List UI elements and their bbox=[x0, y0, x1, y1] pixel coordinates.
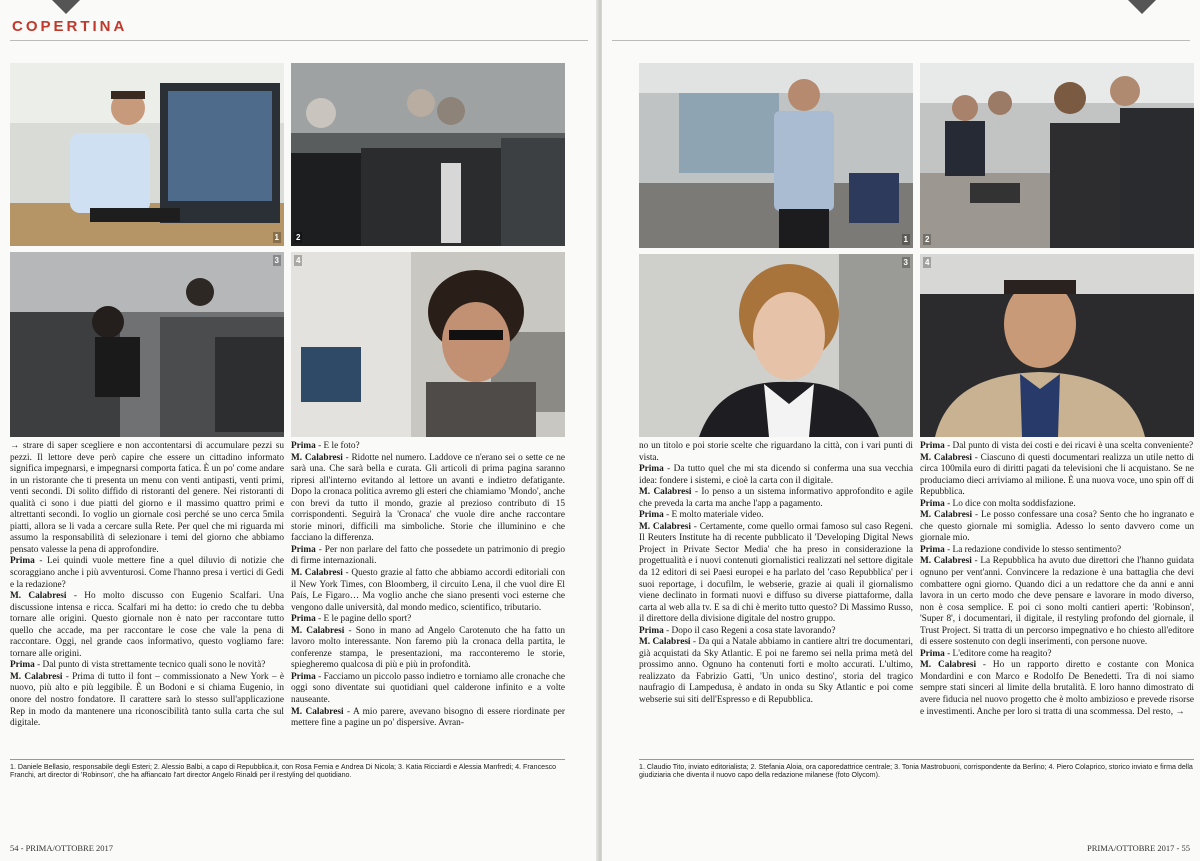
paragraph-text: - Prima di tutto il font – commissionato a New York – è nuovo, più alto e più leggibile. È un Bodoni e si chiama Eugenio, in onore del nostro fondatore. Il carattere sarà lo stesso sull'applicazione Rep in modo da mantenere una riconoscibilità tanto sulla carta che sul digitale. bbox=[10, 671, 284, 729]
photo-number: 1 bbox=[903, 235, 908, 244]
article-paragraph bbox=[291, 626, 565, 672]
speaker-label: Prima bbox=[10, 556, 35, 567]
photo-number: 1 bbox=[274, 233, 279, 242]
article-paragraph bbox=[291, 441, 565, 453]
article-paragraph bbox=[639, 637, 913, 706]
page-folio: PRIMA/OTTOBRE 2017 - 55 bbox=[1086, 843, 1190, 853]
right-page bbox=[602, 0, 1200, 861]
photo-number: 3 bbox=[274, 256, 279, 265]
paragraph-text: - Ridotte nel numero. Laddove ce n'erano sei o sette ce ne sarà una. Che sarà bella e curata. Gli articoli di prima pagina saranno ripresi all'interno evitando al lettore un avanti e indietro defatigante. Dopo la cronaca politica avremo gli esteri che chiamiamo 'Mondo', anche con brevi da tutto il mondo, grazie al prezioso contributo di 15 corrispondenti. Seguirà la 'Cronaca' che vuole dire anche raccontare storie minori, difficili ma simboliche. Storie che illuminino e che facciano la differenza. bbox=[291, 452, 565, 544]
speaker-label: Prima bbox=[639, 625, 664, 636]
article-paragraph bbox=[10, 672, 284, 730]
speaker-label: M. Calabresi bbox=[10, 671, 63, 682]
speaker-label: M. Calabresi bbox=[639, 521, 691, 532]
paragraph-text: - E molto materiale video. bbox=[663, 510, 764, 521]
article-paragraph bbox=[639, 464, 913, 487]
paragraph-text: - Da qui a Natale abbiamo in cantiere altri tre documentari, già acquistati da Sky Atlantic. E poi ne faremo sei nella prima metà del prossimo anno. Ognuno ha contenuti forti e molto accurati. L'ultimo, realizzato da Fabrizio Gatti, 'Un unico destino', storia del tragico naufragio di Lampedusa, è andato in onda su Sky Atlantic e poi come webserie sui siti dell'Espresso e di Repubblica. bbox=[639, 637, 913, 706]
paragraph-text: - Ho molto discusso con Eugenio Scalfari. Una discussione intensa e ricca. Scalfari mi ha detto: io credo che tu debba tornare alle origini. Questo giornale non è nato per raccontare tutto quello che accade, ma per raccontare le cose che vale la pena di raccontare. Oggi, nel grande caos informativo, questo vogliamo fare: tornare alle origini. bbox=[10, 591, 284, 659]
photo-caption: 1. Daniele Bellasio, responsabile degli Esteri; 2. Alessio Balbi, a capo di Repubblica.it, con Rosa Femia e Andrea Di Nicola; 3. Katia Ricciardi e Alessia Manfredi; 4. Francesco Franchi, art director di 'Robinson', che ha affiancato l'art director Angelo Rinaldi per il restyling del quotidiano. bbox=[10, 763, 557, 780]
article-paragraph bbox=[639, 487, 913, 510]
paragraph-text: - E le pagine dello sport? bbox=[315, 614, 412, 625]
speaker-label: Prima bbox=[291, 544, 316, 555]
speaker-label: Prima bbox=[639, 510, 664, 521]
caption-rule bbox=[639, 759, 1194, 760]
paragraph-text: → strare di saper scegliere e non accontentarsi di accumulare pezzi su pezzi. Il lettore deve però capire che essere un cittadino informato significa impegnarsi, e impegnarsi comporta fatica. È un po' come andare in un ristorante che ti presenta un menu con venti antipasti, venti primi, venti secondi. Di solito diffido di ristoranti del genere. Nei ristoranti di qualità ci sono i due piatti del giorno e il massimo quattro primi e altrettanti secondi. Io voglio un giornale così perché se uno cerca 5mila piatti, allora se li vada a cercare sulla Rete. Per quel che mi riguarda mi assumo la responsabilità di selezionare i temi del giorno che abbiamo pensato valesse la pena di approfondire. bbox=[10, 441, 284, 555]
paragraph-text: - Dopo il caso Regeni a cosa state lavorando? bbox=[663, 625, 836, 636]
speaker-label: Prima bbox=[291, 614, 316, 625]
paragraph-text: - Sono in mano ad Angelo Carotenuto che ha fatto un lavoro molto interessante. Non faremo più la cronaca della partita, le conferenze stampa, le presentazioni, ma racconteremo le storie, spiegheremo qualcosa di più e più in profondità. bbox=[291, 625, 565, 671]
page-tab-marker bbox=[1128, 0, 1156, 14]
paragraph-text: - Per non parlare del fatto che possedete un patrimonio di pregio di firme internazionali. bbox=[291, 544, 565, 567]
speaker-label: Prima bbox=[920, 648, 945, 659]
article-paragraph bbox=[920, 660, 1194, 718]
article-paragraph bbox=[291, 568, 565, 614]
photo-number: 2 bbox=[296, 233, 301, 242]
article-paragraph bbox=[920, 453, 1194, 499]
article-paragraph bbox=[291, 707, 565, 730]
header-rule bbox=[612, 40, 1190, 41]
article-paragraph bbox=[10, 556, 284, 591]
paragraph-text: no un titolo e poi storie scelte che riguardano la città, con i vari punti di vista. bbox=[639, 441, 913, 463]
article-paragraph bbox=[291, 545, 565, 568]
article-paragraph bbox=[920, 441, 1194, 453]
article-column-4 bbox=[920, 441, 1194, 718]
speaker-label: M. Calabresi bbox=[920, 510, 973, 521]
speaker-label: M. Calabresi bbox=[10, 591, 67, 602]
speaker-label: Prima bbox=[639, 464, 664, 475]
paragraph-text: - Dal punto di vista dei costi e dei ricavi è una scelta conveniente? bbox=[944, 441, 1194, 451]
speaker-label: M. Calabresi bbox=[920, 660, 977, 671]
speaker-label: M. Calabresi bbox=[920, 452, 972, 463]
paragraph-text: - Da tutto quel che mi sta dicendo si conferma una sua vecchia idea: fondere i sistemi, e cioè la carta con il digitale. bbox=[639, 464, 913, 486]
paragraph-text: - L'editore come ha reagito? bbox=[944, 648, 1052, 659]
section-rubric: COPERTINA bbox=[12, 18, 128, 35]
speaker-label: Prima bbox=[920, 441, 945, 451]
photo-balbi-team bbox=[291, 63, 565, 246]
speaker-label: Prima bbox=[920, 498, 945, 509]
photo-ricciardi-manfredi bbox=[10, 252, 284, 437]
paragraph-text: - Lei quindi vuole mettere fine a quel diluvio di notizie che scoraggiano anche i più avventurosi. Come l'hanno presa i vertici di Gedi e la redazione? bbox=[10, 556, 284, 590]
article-paragraph bbox=[639, 626, 913, 638]
caption-rule bbox=[10, 759, 565, 760]
article-paragraph bbox=[920, 649, 1194, 661]
article-paragraph bbox=[639, 441, 913, 464]
article-paragraph bbox=[920, 545, 1194, 557]
article-paragraph bbox=[920, 556, 1194, 648]
header-rule bbox=[10, 40, 588, 41]
speaker-label: Prima bbox=[291, 441, 316, 451]
photo-aloia-team bbox=[920, 63, 1194, 248]
speaker-label: Prima bbox=[291, 671, 316, 682]
article-paragraph bbox=[10, 591, 284, 660]
paragraph-text: - Io penso a un sistema informativo approfondito e agile che preveda la carta ma anche l'app a pagamento. bbox=[639, 487, 913, 509]
speaker-label: Prima bbox=[920, 544, 945, 555]
photo-mastrobuoni bbox=[639, 254, 913, 437]
left-page bbox=[0, 0, 598, 861]
photo-number: 3 bbox=[903, 258, 908, 267]
article-paragraph bbox=[291, 614, 565, 626]
speaker-label: M. Calabresi bbox=[291, 625, 345, 636]
article-paragraph bbox=[920, 499, 1194, 511]
speaker-label: M. Calabresi bbox=[639, 637, 691, 648]
photo-franchi bbox=[291, 252, 565, 437]
paragraph-text: - Ciascuno di questi documentari realizza un utile netto di circa 100mila euro di diritti pagati da televisioni che li acquistano. Se ne produciamo dieci arriviamo al milione. È una nuova voce, uno spin off di Repubblica. bbox=[920, 452, 1194, 498]
speaker-label: Prima bbox=[10, 660, 35, 671]
photo-number: 4 bbox=[296, 256, 301, 265]
article-paragraph bbox=[639, 522, 913, 626]
article-column-1 bbox=[10, 441, 284, 730]
paragraph-text: - Ho un rapporto diretto e costante con Monica Mondardini e con Marco e Rodolfo De Benedetti. Tra di noi siamo sempre stati sinceri al limite della brutalità. E loro hanno dimostrato di avere fiducia nel nuovo progetto che è molto ambizioso e prevede risorse e investimenti. Anche per loro si tratta di una scommessa. Del resto, → bbox=[920, 660, 1194, 717]
page-folio: 54 - PRIMA/OTTOBRE 2017 bbox=[10, 843, 114, 853]
article-column-2 bbox=[291, 441, 565, 730]
speaker-label: M. Calabresi bbox=[291, 706, 344, 717]
paragraph-text: - A mio parere, avevano bisogno di essere riordinate per mettere fine a pagine un po' dispersive. Avran- bbox=[291, 706, 565, 729]
photo-tito bbox=[639, 63, 913, 248]
speaker-label: M. Calabresi bbox=[291, 452, 343, 463]
page-tab-marker bbox=[52, 0, 80, 14]
paragraph-text: - Facciamo un piccolo passo indietro e torniamo alle cronache che oggi sono diventate sui quotidiani quel calderone infinito e a volte nauseante. bbox=[291, 671, 565, 706]
article-column-3 bbox=[639, 441, 913, 707]
paragraph-text: - La Repubblica ha avuto due direttori che l'hanno guidata ognuno per vent'anni. Convincere la redazione è una battaglia che devi combattere ogni giorno. Quando dici a un redattore che da anni e anni lavora in un certo modo che deve pensare e lavorare in modo diverso, non è cosa semplice. E poi ci sono molti cantieri aperti: 'Robinson', 'Super 8', i documentari, il digitale, il restyling profondo del giornale, il Trust Project. Si tratta di un percorso impegnativo e ho chiesto all'editore di essere sostenuto con degli inserimenti, con persone nuove. bbox=[920, 556, 1194, 648]
paragraph-text: - Dal punto di vista strettamente tecnico quali sono le novità? bbox=[34, 660, 266, 671]
article-paragraph bbox=[291, 672, 565, 707]
photo-number: 4 bbox=[925, 258, 930, 267]
photo-colaprico bbox=[920, 254, 1194, 437]
speaker-label: M. Calabresi bbox=[920, 556, 972, 567]
speaker-label: M. Calabresi bbox=[639, 487, 692, 498]
article-paragraph bbox=[291, 453, 565, 545]
paragraph-text: - La redazione condivide lo stesso sentimento? bbox=[944, 544, 1122, 555]
article-paragraph bbox=[920, 510, 1194, 545]
photo-number: 2 bbox=[925, 235, 930, 244]
paragraph-text: - Lo dice con molta soddisfazione. bbox=[944, 498, 1076, 509]
photo-bellasio bbox=[10, 63, 284, 246]
paragraph-text: - Questo grazie al fatto che abbiamo accordi editoriali con il New York Times, con Bloomberg, il circuito Lena, il che vuol dire El País, Le Figaro… Ma voglio anche che siano presenti voci esterne che vengono dalle università, dal mondo medico, scientifico, tributario. bbox=[291, 568, 565, 613]
paragraph-text: - Le posso confessare una cosa? Sento che ho ingranato e che questo giornale mi somiglia. Adesso lo sento davvero come un giornale mio. bbox=[920, 510, 1194, 544]
speaker-label: M. Calabresi bbox=[291, 568, 343, 579]
article-paragraph bbox=[10, 441, 284, 556]
article-paragraph bbox=[639, 510, 913, 522]
photo-caption: 1. Claudio Tito, inviato editorialista; 2. Stefania Aloia, ora caporedattrice centrale; 3. Tonia Mastrobuoni, corrispondente da Berlino; 4. Piero Colaprico, storico inviato e firma della giudiziaria che diventa il nuovo capo della redazione milanese (foto Olycom). bbox=[639, 763, 1193, 780]
paragraph-text: - E le foto? bbox=[315, 441, 360, 451]
article-paragraph bbox=[10, 660, 284, 672]
paragraph-text: - Certamente, come quello ormai famoso sul caso Regeni. Il Reuters Institute ha di recente pubblicato il 'Developing Digital News Project in Private Sector Media' che ha preso in considerazione la progettualità e i nuovi contenuti giornalistici realizzati nel settore digitale da 12 editori di sei Paesi europei e ha parlato del 'caso Repubblica' per i suoi reportage, i docufilm, le webserie, grazie ai quali il giornalismo viene declinato in formati nuovi e diffuso su diverse piattaforme, dalla carta al web alla tv. E sa di chi è merito tutto questo? Di Massimo Russo, il direttore della divisione digitale del nostro gruppo. bbox=[639, 521, 913, 625]
